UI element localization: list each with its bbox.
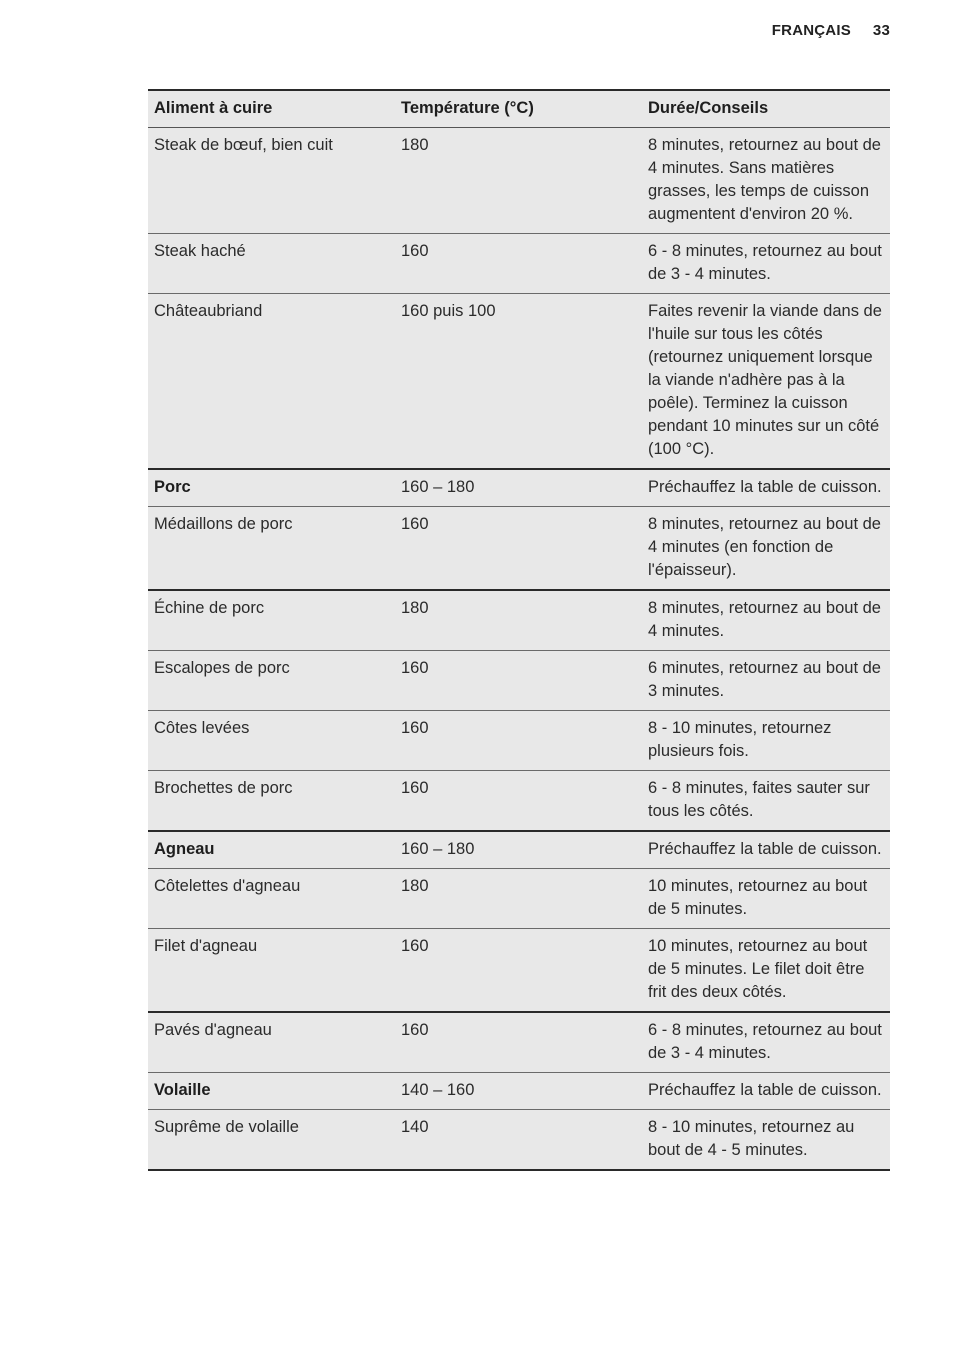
- table-row: [148, 294, 890, 470]
- table-row: [148, 1073, 890, 1110]
- cell-advice: 6 - 8 minutes, retournez au bout de 3 - 4 minutes.: [642, 1012, 890, 1073]
- table-row: [148, 128, 890, 234]
- cell-temperature: 160: [395, 929, 642, 1013]
- cell-temperature: 160 – 180: [395, 469, 642, 507]
- cell-advice: Préchauffez la table de cuisson.: [642, 831, 890, 869]
- cell-temperature: 180: [395, 869, 642, 929]
- cell-temperature: 140 – 160: [395, 1073, 642, 1110]
- cell-advice: 8 - 10 minutes, retournez au bout de 4 - 5 minutes.: [642, 1110, 890, 1171]
- table-row: [148, 869, 890, 929]
- cooking-table: [148, 89, 890, 1171]
- cell-temperature: 140: [395, 1110, 642, 1171]
- cooking-table-container: [148, 89, 890, 1171]
- cell-food: Côtelettes d'agneau: [148, 869, 395, 929]
- table-row: [148, 507, 890, 591]
- table-row: [148, 771, 890, 832]
- cell-advice: 8 minutes, retournez au bout de 4 minutes.: [642, 590, 890, 651]
- cell-temperature: 160: [395, 651, 642, 711]
- column-header-duration: Durée/Conseils: [642, 90, 890, 128]
- cell-food: Agneau: [148, 831, 395, 869]
- cell-food: Volaille: [148, 1073, 395, 1110]
- cell-food: Médaillons de porc: [148, 507, 395, 591]
- cell-food: Échine de porc: [148, 590, 395, 651]
- table-row: [148, 234, 890, 294]
- table-row: [148, 1110, 890, 1171]
- cell-temperature: 160: [395, 711, 642, 771]
- cell-advice: 6 minutes, retournez au bout de 3 minutes.: [642, 651, 890, 711]
- cell-advice: Faites revenir la viande dans de l'huile sur tous les côtés (retournez uniquement lorsque la viande n'adhère pas à la poêle). Terminez la cuisson pendant 10 minutes sur un côté (100 °C).: [642, 294, 890, 470]
- cell-advice: 8 minutes, retournez au bout de 4 minutes (en fonction de l'épaisseur).: [642, 507, 890, 591]
- cell-temperature: 160: [395, 1012, 642, 1073]
- table-row: [148, 651, 890, 711]
- cell-advice: Préchauffez la table de cuisson.: [642, 1073, 890, 1110]
- cell-temperature: 180: [395, 128, 642, 234]
- cell-food: Brochettes de porc: [148, 771, 395, 832]
- cell-advice: 6 - 8 minutes, retournez au bout de 3 - 4 minutes.: [642, 234, 890, 294]
- table-row: [148, 1012, 890, 1073]
- cell-advice: 10 minutes, retournez au bout de 5 minutes.: [642, 869, 890, 929]
- table-row: [148, 711, 890, 771]
- table-header-row: [148, 90, 890, 128]
- column-header-temperature: Température (°C): [395, 90, 642, 128]
- table-body: [148, 128, 890, 1171]
- cell-food: Steak haché: [148, 234, 395, 294]
- table-row: [148, 469, 890, 507]
- cell-food: Châteaubriand: [148, 294, 395, 470]
- cell-advice: Préchauffez la table de cuisson.: [642, 469, 890, 507]
- cell-food: Steak de bœuf, bien cuit: [148, 128, 395, 234]
- cell-temperature: 160 puis 100: [395, 294, 642, 470]
- cell-food: Escalopes de porc: [148, 651, 395, 711]
- table-row: [148, 831, 890, 869]
- page-number: 33: [872, 22, 890, 39]
- cell-temperature: 160 – 180: [395, 831, 642, 869]
- cell-food: Côtes levées: [148, 711, 395, 771]
- cell-temperature: 160: [395, 771, 642, 832]
- cell-food: Pavés d'agneau: [148, 1012, 395, 1073]
- cell-temperature: 160: [395, 234, 642, 294]
- cell-advice: 6 - 8 minutes, faites sauter sur tous les côtés.: [642, 771, 890, 832]
- cell-advice: 8 minutes, retournez au bout de 4 minutes. Sans matières grasses, les temps de cuisson augmentent d'environ 20 %.: [642, 128, 890, 234]
- page-header: [772, 22, 890, 39]
- cell-food: Filet d'agneau: [148, 929, 395, 1013]
- table-row: [148, 590, 890, 651]
- cell-advice: 8 - 10 minutes, retournez plusieurs fois.: [642, 711, 890, 771]
- column-header-food: Aliment à cuire: [148, 90, 395, 128]
- table-row: [148, 929, 890, 1013]
- cell-advice: 10 minutes, retournez au bout de 5 minutes. Le filet doit être frit des deux côtés.: [642, 929, 890, 1013]
- language-label: FRANÇAIS: [771, 22, 851, 39]
- cell-temperature: 160: [395, 507, 642, 591]
- cell-food: Porc: [148, 469, 395, 507]
- cell-food: Suprême de volaille: [148, 1110, 395, 1171]
- cell-temperature: 180: [395, 590, 642, 651]
